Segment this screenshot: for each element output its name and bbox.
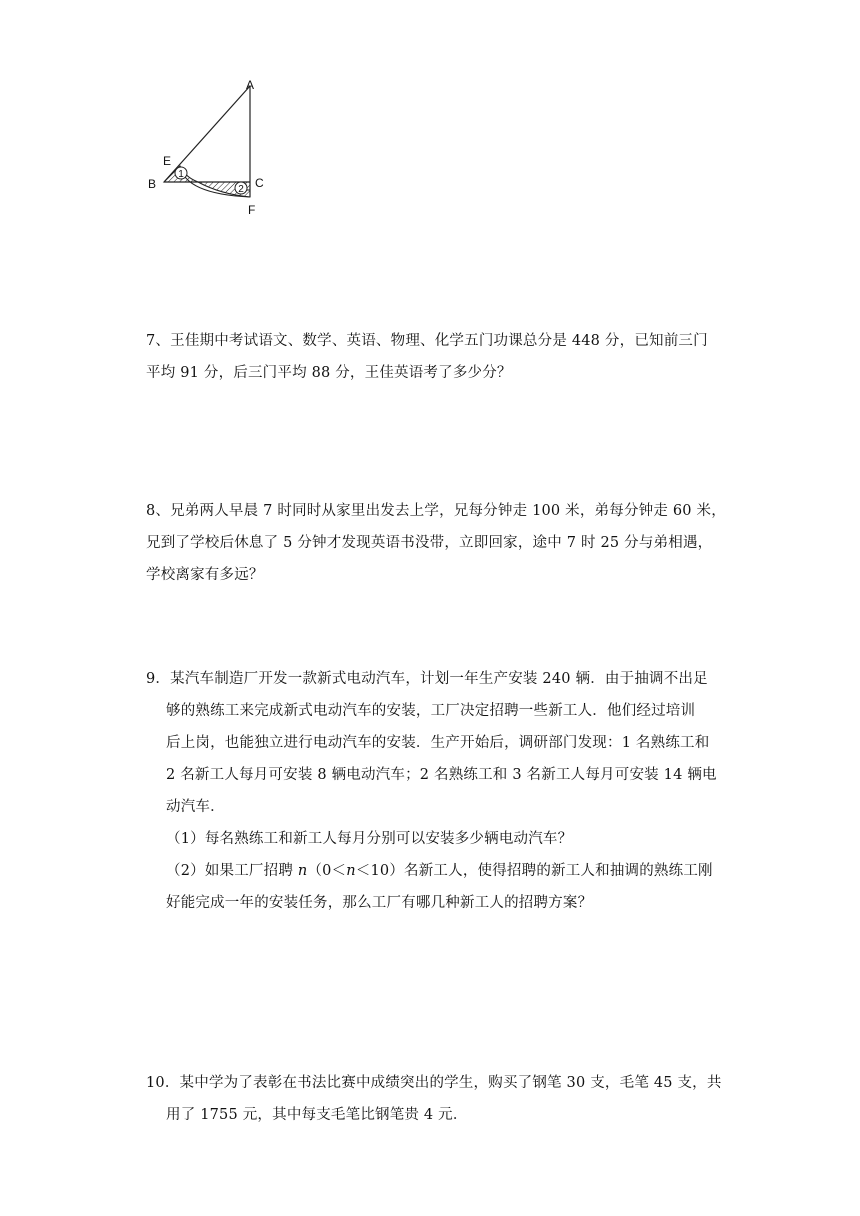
q7-line-1: 7、王佳期中考试语文、数学、英语、物理、化学五门功课总分是 448 分，已知前三门 bbox=[146, 333, 708, 349]
geometry-figure bbox=[140, 74, 270, 224]
q9-line-5: 动汽车． bbox=[166, 799, 225, 815]
q9-sub-2 bbox=[166, 861, 713, 881]
label-a: A bbox=[246, 78, 255, 92]
q7-line-2: 平均 91 分，后三门平均 88 分，王佳英语考了多少分？ bbox=[146, 365, 512, 381]
q10-line-2: 用了 1755 元，其中每支毛笔比钢笔贵 4 元． bbox=[166, 1107, 468, 1123]
q9-line-1: 9．某汽车制造厂开发一款新式电动汽车，计划一年生产安装 240 辆．由于抽调不出足 bbox=[146, 671, 708, 687]
q9-sub-2-var-n2: n bbox=[346, 863, 356, 879]
q9-line-2: 够的熟练工来完成新式电动汽车的安装，工厂决定招聘一些新工人．他们经过培训 bbox=[166, 703, 696, 719]
q8-line-2: 兄到了学校后休息了 5 分钟才发现英语书没带，立即回家，途中 7 时 25 分与弟相遇， bbox=[146, 535, 713, 551]
q9-sub-2-line-2: 好能完成一年的安装任务，那么工厂有哪几种新工人的招聘方案？ bbox=[166, 895, 593, 911]
region-1-label: 1 bbox=[178, 169, 184, 180]
q8-line-1: 8、兄弟两人早晨 7 时同时从家里出发去上学，兄每分钟走 100 米，弟每分钟走 60 米， bbox=[146, 503, 726, 519]
q9-sub-1: （1）每名熟练工和新工人每月分别可以安装多少辆电动汽车？ bbox=[166, 831, 573, 847]
q9-sub-2-prefix: （2）如果工厂招聘 bbox=[166, 863, 298, 879]
q9-line-4: 2 名新工人每月可安装 8 辆电动汽车；2 名熟练工和 3 名新工人每月可安装 14 辆电 bbox=[166, 767, 717, 783]
q9-sub-2-mid-1: （0＜ bbox=[307, 863, 347, 879]
label-f: F bbox=[248, 203, 256, 217]
q9-line-3: 后上岗，也能独立进行电动汽车的安装．生产开始后，调研部门发现：1 名熟练工和 bbox=[166, 735, 710, 751]
region-2-label: 2 bbox=[238, 184, 244, 195]
q9-sub-2-mid-2: ＜10）名新工人，使得招聘的新工人和抽调的熟练工刚 bbox=[355, 863, 713, 879]
label-b: B bbox=[148, 177, 157, 191]
q9-sub-2-var-n1: n bbox=[297, 863, 308, 879]
label-e: E bbox=[163, 154, 172, 168]
q8-line-3: 学校离家有多远？ bbox=[146, 567, 264, 583]
segment-ab bbox=[164, 86, 250, 182]
label-c: C bbox=[255, 176, 264, 190]
q10-line-1: 10．某中学为了表彰在书法比赛中成绩突出的学生，购买了钢笔 30 支，毛笔 45 支，共 bbox=[146, 1075, 722, 1091]
